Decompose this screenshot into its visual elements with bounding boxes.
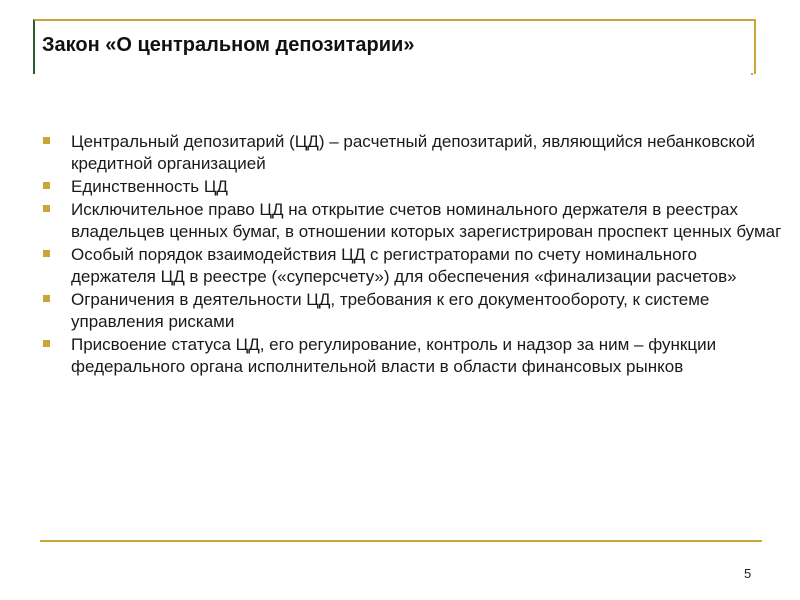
slide-title: Закон «О центральном депозитарии»	[42, 34, 415, 56]
decorative-dot	[751, 73, 753, 75]
bullet-item	[43, 176, 783, 198]
bullet-text: Особый порядок взаимодействия ЦД с регистраторами по счету номинального держателя ЦД в реестре («суперсчету») для обеспечения «финализации расчетов»	[71, 245, 737, 286]
square-bullet-icon	[43, 250, 50, 257]
bullet-item	[43, 131, 783, 175]
square-bullet-icon	[43, 182, 50, 189]
footer-divider	[40, 540, 762, 542]
square-bullet-icon	[43, 205, 50, 212]
bullet-item	[43, 199, 783, 243]
square-bullet-icon	[43, 340, 50, 347]
bullet-text: Исключительное право ЦД на открытие счетов номинального держателя в реестрах владельцев ценных бумаг, в отношении которых зарегистрирован проспект ценных бумаг	[71, 200, 782, 241]
bullet-item	[43, 289, 783, 333]
bullet-item	[43, 334, 783, 378]
bullet-text: Присвоение статуса ЦД, его регулирование, контроль и надзор за ним – функции федерального органа исполнительной власти в области финансовых рынков	[71, 335, 717, 376]
bullet-text: Единственность ЦД	[71, 177, 228, 196]
bullet-text: Ограничения в деятельности ЦД, требования к его документообороту, к системе управления рисками	[71, 290, 710, 331]
page-number: 5	[744, 566, 752, 581]
bullet-item	[43, 244, 783, 288]
square-bullet-icon	[43, 295, 50, 302]
bullet-text: Центральный депозитарий (ЦД) – расчетный депозитарий, являющийся небанковской кредитной организацией	[71, 132, 756, 173]
title-frame-right-line	[754, 19, 756, 74]
square-bullet-icon	[43, 137, 50, 144]
bullet-list	[43, 131, 783, 379]
